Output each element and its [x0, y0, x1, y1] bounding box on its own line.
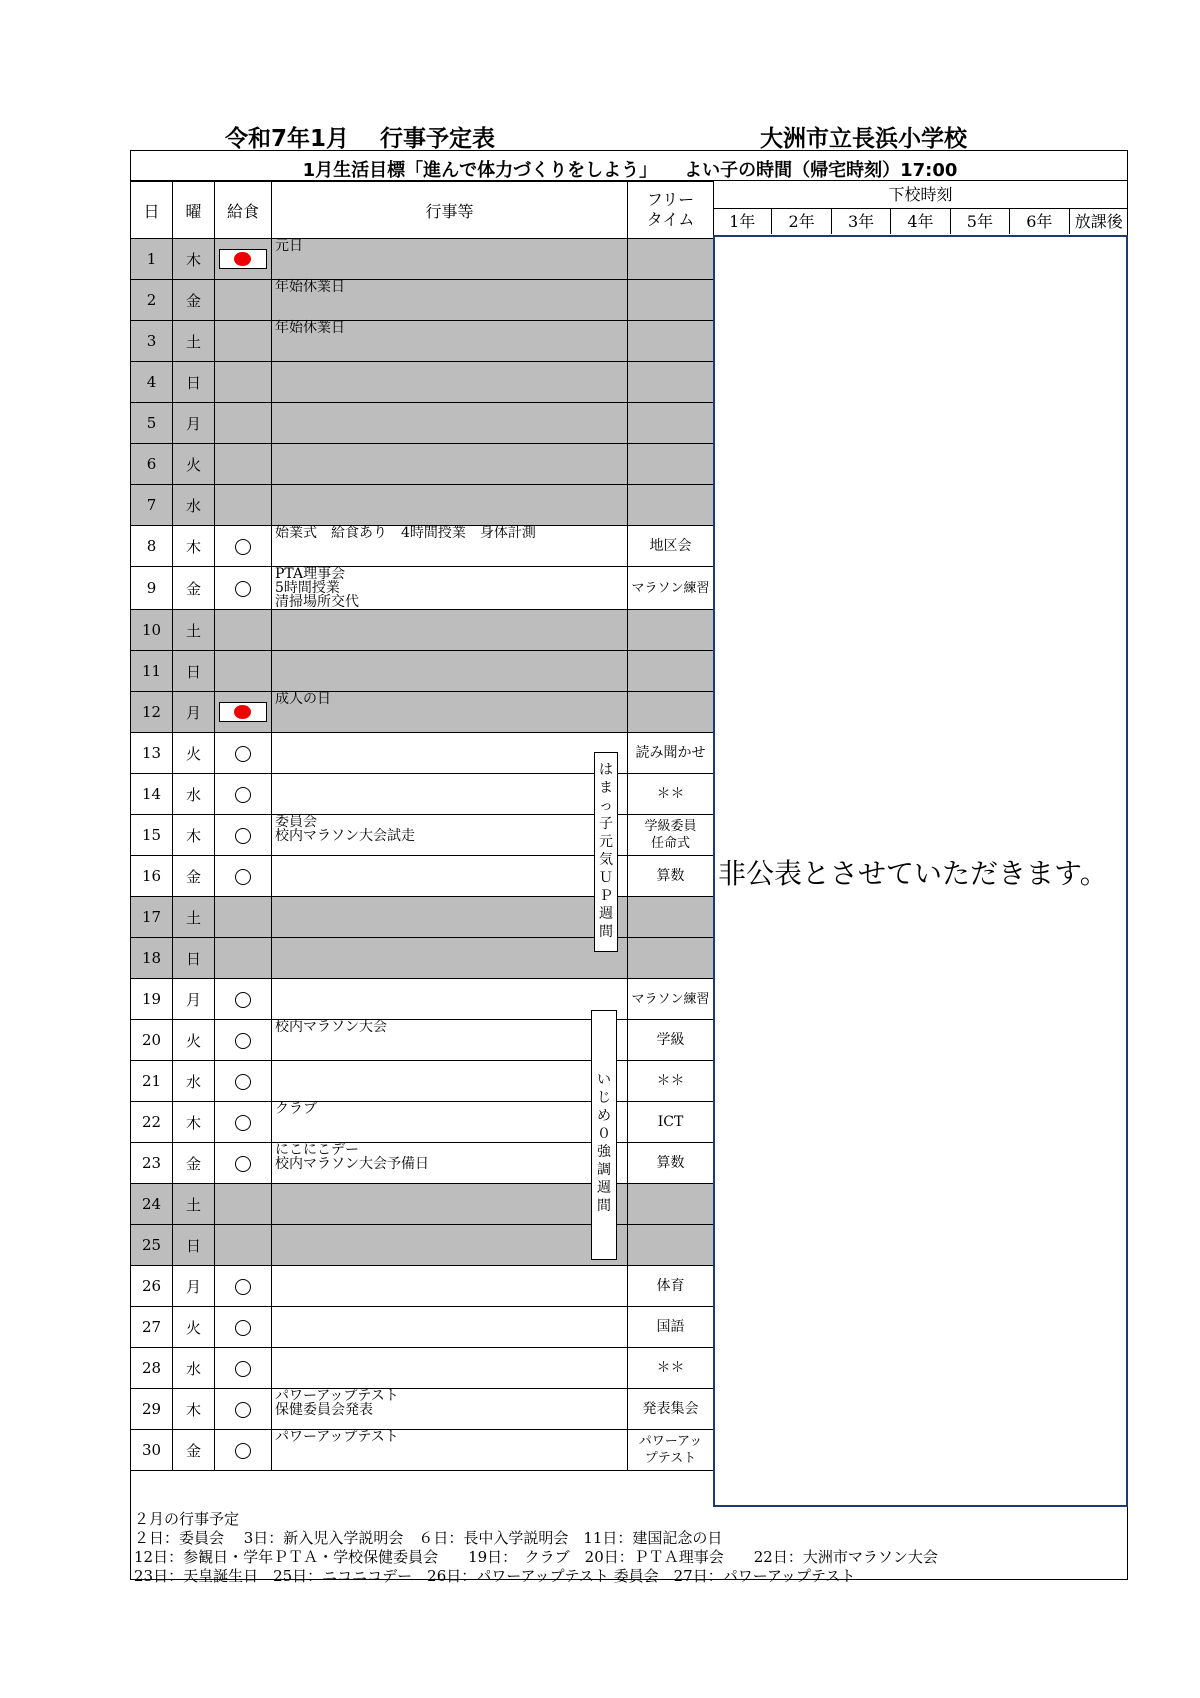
events-cell [272, 1266, 628, 1307]
lunch-cell [215, 1061, 272, 1102]
free-time-cell: ＊＊ [628, 1061, 714, 1102]
weekday-cell: 金 [173, 856, 215, 897]
events-cell [272, 774, 628, 815]
day-cell: 23 [131, 1143, 173, 1184]
japan-flag-icon [219, 702, 267, 722]
lunch-cell [215, 774, 272, 815]
table-row [131, 1143, 714, 1184]
free-time-cell [628, 897, 714, 938]
day-cell: 17 [131, 897, 173, 938]
free-time-cell [628, 610, 714, 651]
events-cell: 委員会 校内マラソン大会試走 [272, 815, 628, 856]
grade-header: 1年 [713, 209, 772, 234]
day-cell: 16 [131, 856, 173, 897]
table-row [131, 567, 714, 610]
events-cell [272, 610, 628, 651]
table-row [131, 897, 714, 938]
events-cell: にこにこデー 校内マラソン大会予備日 [272, 1143, 628, 1184]
lunch-cell [215, 1143, 272, 1184]
lunch-cell [215, 651, 272, 692]
table-row [131, 692, 714, 733]
weekday-cell: 火 [173, 1307, 215, 1348]
lunch-cell [215, 403, 272, 444]
footer-heading: ２月の行事予定 [134, 1510, 240, 1528]
weekday-cell: 木 [173, 1389, 215, 1430]
free-time-cell: 国語 [628, 1307, 714, 1348]
weekday-cell: 金 [173, 280, 215, 321]
free-time-cell [628, 1225, 714, 1266]
free-time-cell [628, 938, 714, 979]
events-cell [272, 1348, 628, 1389]
weekday-cell: 月 [173, 692, 215, 733]
day-cell: 24 [131, 1184, 173, 1225]
lunch-cell [215, 1307, 272, 1348]
lunch-cell [215, 610, 272, 651]
circle-icon [235, 828, 251, 844]
table-row [131, 1020, 714, 1061]
table-row [131, 444, 714, 485]
circle-icon [235, 746, 251, 762]
events-cell: パワーアップテスト [272, 1430, 628, 1471]
free-time-cell: 学級委員 任命式 [628, 815, 714, 856]
table-row [131, 403, 714, 444]
free-time-cell: 学級 [628, 1020, 714, 1061]
footer-line: 12日：参観日・学年ＰＴＡ・学校保健委員会 19日： クラブ 20日：ＰＴＡ理事会 22日：大洲市マラソン大会 [134, 1548, 938, 1566]
lunch-cell [215, 1102, 272, 1143]
events-cell: PTA理事会 5時間授業 清掃場所交代 [272, 567, 628, 610]
weekday-cell: 金 [173, 1430, 215, 1471]
weekday-cell: 土 [173, 610, 215, 651]
events-cell [272, 1225, 628, 1266]
day-cell: 2 [131, 280, 173, 321]
lunch-cell [215, 897, 272, 938]
table-row [131, 1266, 714, 1307]
weekday-cell: 月 [173, 1266, 215, 1307]
header-lunch: 給食 [215, 182, 272, 239]
free-time-cell [628, 321, 714, 362]
day-cell: 6 [131, 444, 173, 485]
table-row [131, 321, 714, 362]
footer-line: 23日：天皇誕生日 25日：ニコニコデー 26日：パワーアップテスト 委員会 27日：パワーアップテスト [134, 1567, 856, 1585]
free-time-cell [628, 651, 714, 692]
free-time-cell [628, 362, 714, 403]
grade-header: 6年 [1010, 209, 1069, 234]
day-cell: 11 [131, 651, 173, 692]
lunch-cell [215, 1225, 272, 1266]
grade-header: 3年 [832, 209, 891, 234]
day-cell: 25 [131, 1225, 173, 1266]
weekday-cell: 火 [173, 444, 215, 485]
circle-icon [235, 1156, 251, 1172]
free-time-cell: マラソン練習 [628, 567, 714, 610]
events-cell [272, 651, 628, 692]
lunch-cell [215, 567, 272, 610]
free-time-cell [628, 403, 714, 444]
weekday-cell: 土 [173, 1184, 215, 1225]
grade-header: 放課後 [1074, 212, 1123, 231]
events-cell: 年始休業日 [272, 321, 628, 362]
weekday-cell: 日 [173, 362, 215, 403]
weekday-cell: 水 [173, 774, 215, 815]
circle-icon [235, 787, 251, 803]
circle-icon [235, 581, 251, 597]
circle-icon [235, 1320, 251, 1336]
weekday-cell: 土 [173, 897, 215, 938]
lunch-cell [215, 239, 272, 280]
monthly-goal: 1月生活目標「進んで体力づくりをしよう」 よい子の時間（帰宅時刻）17:00 [302, 160, 958, 181]
day-cell: 9 [131, 567, 173, 610]
events-cell: 始業式 給食あり 4時間授業 身体計測 [272, 526, 628, 567]
events-cell [272, 897, 628, 938]
table-row [131, 362, 714, 403]
events-cell: 年始休業日 [272, 280, 628, 321]
table-row [131, 1389, 714, 1430]
grade-header: 2年 [772, 209, 831, 234]
circle-icon [235, 1361, 251, 1377]
table-header-row [131, 182, 714, 239]
events-cell: クラブ [272, 1102, 628, 1143]
header-weekday: 曜 [173, 182, 215, 239]
weekday-cell: 水 [173, 1061, 215, 1102]
lunch-cell [215, 692, 272, 733]
free-time-cell: 算数 [628, 1143, 714, 1184]
lunch-cell [215, 1184, 272, 1225]
day-cell: 7 [131, 485, 173, 526]
day-cell: 1 [131, 239, 173, 280]
events-cell [272, 444, 628, 485]
dismissal-header [713, 181, 1128, 234]
dismissal-caption: 下校時刻 [713, 181, 1128, 209]
table-row [131, 610, 714, 651]
weekday-cell: 日 [173, 938, 215, 979]
day-cell: 4 [131, 362, 173, 403]
lunch-cell [215, 1430, 272, 1471]
lunch-cell [215, 979, 272, 1020]
free-time-cell [628, 239, 714, 280]
lunch-cell [215, 362, 272, 403]
header-free-time: フリー タイム [628, 182, 714, 239]
table-row [131, 733, 714, 774]
header-day: 日 [131, 182, 173, 239]
weekday-cell: 月 [173, 403, 215, 444]
events-cell [272, 856, 628, 897]
weekday-cell: 日 [173, 1225, 215, 1266]
lunch-cell [215, 1389, 272, 1430]
events-cell: 成人の日 [272, 692, 628, 733]
grade-header: 5年 [951, 209, 1010, 234]
weekday-cell: 木 [173, 815, 215, 856]
lunch-cell [215, 321, 272, 362]
events-cell [272, 362, 628, 403]
lunch-cell [215, 444, 272, 485]
circle-icon [235, 1279, 251, 1295]
circle-icon [235, 1115, 251, 1131]
weekday-cell: 日 [173, 651, 215, 692]
day-cell: 19 [131, 979, 173, 1020]
free-time-cell: パワーアッ プテスト [628, 1430, 714, 1471]
day-cell: 21 [131, 1061, 173, 1102]
table-row [131, 938, 714, 979]
circle-icon [235, 1074, 251, 1090]
free-time-cell [628, 1184, 714, 1225]
footer-line: ２日：委員会 3日：新入児入学説明会 ６日：長中入学説明会 11日：建国記念の日 [134, 1529, 723, 1547]
free-time-cell: 算数 [628, 856, 714, 897]
events-cell [272, 938, 628, 979]
weekday-cell: 土 [173, 321, 215, 362]
weekday-cell: 月 [173, 979, 215, 1020]
day-cell: 29 [131, 1389, 173, 1430]
day-cell: 20 [131, 1020, 173, 1061]
grade-headers [713, 209, 1128, 234]
table-row [131, 774, 714, 815]
table-row [131, 979, 714, 1020]
table-row [131, 1061, 714, 1102]
lunch-cell [215, 815, 272, 856]
lunch-cell [215, 733, 272, 774]
school-name: 大洲市立長浜小学校 [760, 126, 967, 152]
table-row [131, 1184, 714, 1225]
events-cell [272, 485, 628, 526]
events-cell [272, 733, 628, 774]
weekday-cell: 火 [173, 1020, 215, 1061]
free-time-cell [628, 444, 714, 485]
day-cell: 27 [131, 1307, 173, 1348]
schedule-table [130, 181, 714, 1471]
vertical-note-hamakko: は ま っ 子 元 気 Ｕ Ｐ 週 間 [594, 752, 618, 952]
weekday-cell: 金 [173, 1143, 215, 1184]
circle-icon [235, 1033, 251, 1049]
circle-icon [235, 1402, 251, 1418]
nonpublic-notice: 非公表とさせていただきます。 [718, 857, 1108, 890]
day-cell: 14 [131, 774, 173, 815]
table-row [131, 815, 714, 856]
events-cell: 元日 [272, 239, 628, 280]
weekday-cell: 水 [173, 485, 215, 526]
lunch-cell [215, 1266, 272, 1307]
free-time-cell: 体育 [628, 1266, 714, 1307]
february-schedule [134, 1510, 938, 1586]
day-cell: 13 [131, 733, 173, 774]
vertical-note-ijime: い じ め ０ 強 調 週 間 [591, 1010, 617, 1260]
free-time-cell [628, 485, 714, 526]
lunch-cell [215, 1020, 272, 1061]
free-time-cell: 発表集会 [628, 1389, 714, 1430]
day-cell: 12 [131, 692, 173, 733]
table-row [131, 280, 714, 321]
table-row [131, 1430, 714, 1471]
day-cell: 26 [131, 1266, 173, 1307]
table-row [131, 651, 714, 692]
day-cell: 8 [131, 526, 173, 567]
header-events: 行事等 [272, 182, 628, 239]
grade-header: 4年 [891, 209, 950, 234]
weekday-cell: 木 [173, 526, 215, 567]
day-cell: 5 [131, 403, 173, 444]
events-cell [272, 1184, 628, 1225]
events-cell: パワーアップテスト 保健委員会発表 [272, 1389, 628, 1430]
table-row [131, 1348, 714, 1389]
day-cell: 28 [131, 1348, 173, 1389]
day-cell: 15 [131, 815, 173, 856]
free-time-cell: 地区会 [628, 526, 714, 567]
free-time-cell [628, 280, 714, 321]
free-time-cell: マラソン練習 [628, 979, 714, 1020]
events-cell: 校内マラソン大会 [272, 1020, 628, 1061]
table-row [131, 239, 714, 280]
circle-icon [235, 1443, 251, 1459]
lunch-cell [215, 1348, 272, 1389]
events-cell [272, 1307, 628, 1348]
day-cell: 18 [131, 938, 173, 979]
weekday-cell: 水 [173, 1348, 215, 1389]
lunch-cell [215, 856, 272, 897]
lunch-cell [215, 485, 272, 526]
weekday-cell: 木 [173, 1102, 215, 1143]
page-title: 令和7年1月 行事予定表 [225, 126, 496, 152]
table-row [131, 856, 714, 897]
day-cell: 30 [131, 1430, 173, 1471]
circle-icon [235, 869, 251, 885]
japan-flag-icon [219, 249, 267, 269]
events-cell [272, 979, 628, 1020]
weekday-cell: 木 [173, 239, 215, 280]
weekday-cell: 金 [173, 567, 215, 610]
table-row [131, 1225, 714, 1266]
circle-icon [235, 539, 251, 555]
table-row [131, 526, 714, 567]
events-cell [272, 1061, 628, 1102]
table-row [131, 1102, 714, 1143]
table-row [131, 1307, 714, 1348]
table-row [131, 485, 714, 526]
events-cell [272, 403, 628, 444]
free-time-cell: ICT [628, 1102, 714, 1143]
circle-icon [235, 992, 251, 1008]
lunch-cell [215, 938, 272, 979]
day-cell: 10 [131, 610, 173, 651]
lunch-cell [215, 526, 272, 567]
day-cell: 22 [131, 1102, 173, 1143]
weekday-cell: 火 [173, 733, 215, 774]
free-time-cell: 読み聞かせ [628, 733, 714, 774]
free-time-cell [628, 692, 714, 733]
free-time-cell: ＊＊ [628, 1348, 714, 1389]
free-time-cell: ＊＊ [628, 774, 714, 815]
lunch-cell [215, 280, 272, 321]
day-cell: 3 [131, 321, 173, 362]
